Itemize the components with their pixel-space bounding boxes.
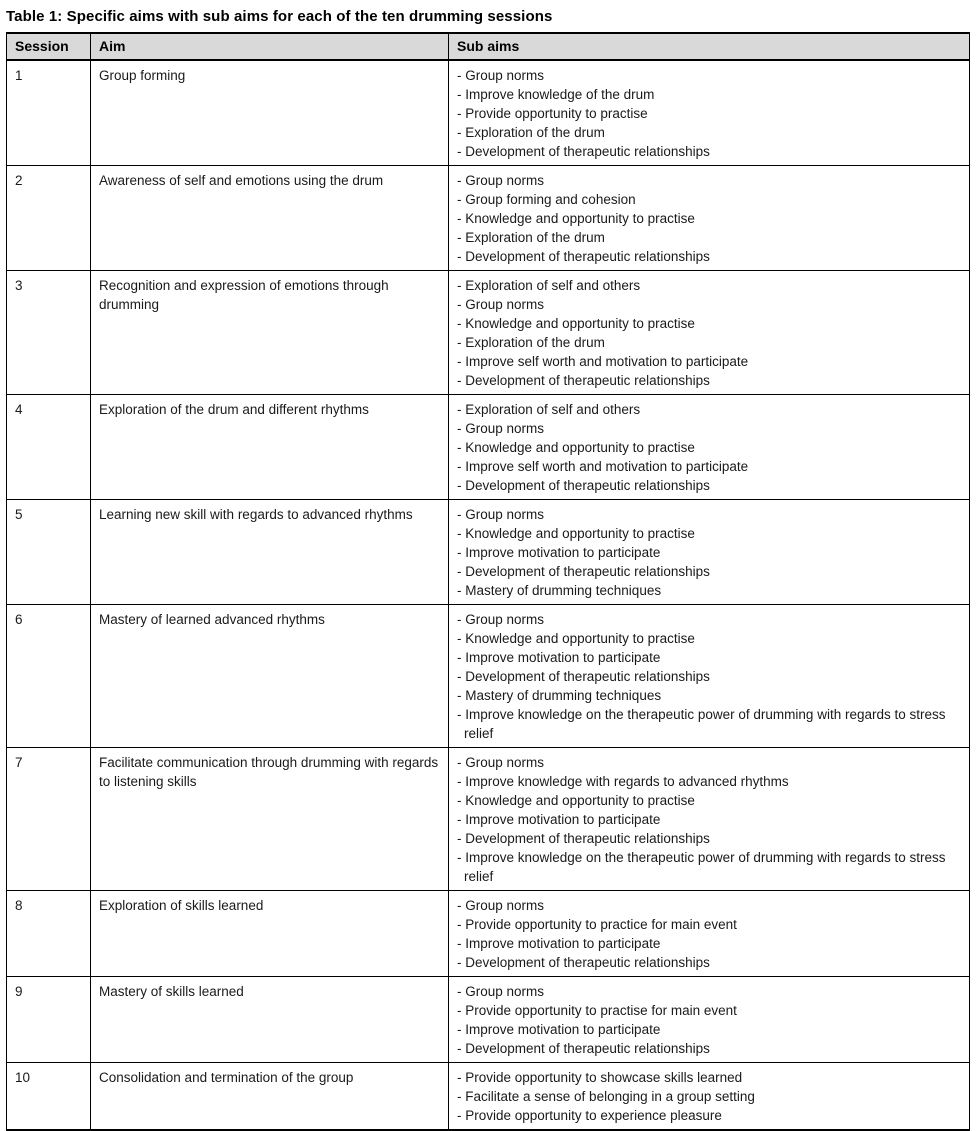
sub-aim-item: - Provide opportunity to practise [457, 106, 648, 121]
sub-aim-item: - Improve knowledge on the therapeutic power of drumming with regards to stress relief [457, 707, 946, 741]
aim-cell: Consolidation and termination of the group [91, 1063, 449, 1131]
sub-aims-cell [449, 891, 970, 977]
session-cell: 8 [7, 891, 91, 977]
sub-aim-item: - Development of therapeutic relationships [457, 831, 710, 846]
table-row [7, 60, 970, 166]
session-cell: 3 [7, 271, 91, 395]
table-row [7, 1063, 970, 1131]
header-row [7, 33, 970, 60]
sub-aim-item: - Knowledge and opportunity to practise [457, 631, 695, 646]
sub-aim-item: - Development of therapeutic relationships [457, 955, 710, 970]
header-cell-session: Session [7, 33, 91, 60]
sub-aim-item: - Knowledge and opportunity to practise [457, 211, 695, 226]
table-row [7, 500, 970, 605]
sub-aim-item: - Group norms [457, 755, 545, 770]
header-cell-sub-aims: Sub aims [449, 33, 970, 60]
sub-aim-item: - Exploration of the drum [457, 230, 605, 245]
sub-aims-cell [449, 166, 970, 271]
session-cell: 6 [7, 605, 91, 748]
aim-cell: Exploration of skills learned [91, 891, 449, 977]
aim-cell: Exploration of the drum and different rhythms [91, 395, 449, 500]
aims-table [6, 32, 970, 1131]
table-row [7, 891, 970, 977]
aim-cell: Group forming [91, 60, 449, 166]
sub-aim-item: - Improve motivation to participate [457, 812, 661, 827]
sub-aims-cell [449, 395, 970, 500]
sub-aim-item: - Group forming and cohesion [457, 192, 636, 207]
sub-aim-item: - Exploration of the drum [457, 335, 605, 350]
session-cell: 7 [7, 748, 91, 891]
sub-aim-item: - Development of therapeutic relationships [457, 478, 710, 493]
sub-aim-item: - Knowledge and opportunity to practise [457, 526, 695, 541]
sub-aim-item: - Improve self worth and motivation to participate [457, 459, 749, 474]
sub-aim-item: - Group norms [457, 984, 545, 999]
table-row [7, 605, 970, 748]
sub-aim-item: - Knowledge and opportunity to practise [457, 316, 695, 331]
aim-cell: Mastery of learned advanced rhythms [91, 605, 449, 748]
table-row [7, 977, 970, 1063]
sub-aim-item: - Improve self worth and motivation to participate [457, 354, 749, 369]
sub-aim-item: - Exploration of self and others [457, 402, 641, 417]
sub-aim-item: - Exploration of the drum [457, 125, 605, 140]
sub-aim-item: - Group norms [457, 173, 545, 188]
sub-aim-item: - Development of therapeutic relationships [457, 1041, 710, 1056]
sub-aims-cell [449, 500, 970, 605]
aim-cell: Recognition and expression of emotions through drumming [91, 271, 449, 395]
sub-aim-item: - Group norms [457, 297, 545, 312]
sub-aim-item: - Improve knowledge with regards to advanced rhythms [457, 774, 789, 789]
table-row [7, 748, 970, 891]
session-cell: 5 [7, 500, 91, 605]
sub-aims-cell [449, 748, 970, 891]
sub-aims-cell [449, 1063, 970, 1131]
sub-aim-item: - Development of therapeutic relationships [457, 373, 710, 388]
sub-aim-item: - Group norms [457, 421, 545, 436]
sub-aim-item: - Provide opportunity to practise for main event [457, 1003, 737, 1018]
sub-aim-item: - Group norms [457, 898, 545, 913]
sub-aim-item: - Group norms [457, 612, 545, 627]
sub-aim-item: - Development of therapeutic relationships [457, 564, 710, 579]
aim-cell: Facilitate communication through drumming with regards to listening skills [91, 748, 449, 891]
header-cell-aim: Aim [91, 33, 449, 60]
sub-aim-item: - Mastery of drumming techniques [457, 688, 662, 703]
sub-aim-item: - Improve motivation to participate [457, 650, 661, 665]
sub-aim-item: - Knowledge and opportunity to practise [457, 440, 695, 455]
sub-aim-item: - Development of therapeutic relationships [457, 249, 710, 264]
sub-aim-item: - Group norms [457, 68, 545, 83]
session-cell: 4 [7, 395, 91, 500]
sub-aims-cell [449, 605, 970, 748]
sub-aim-item: - Development of therapeutic relationships [457, 669, 710, 684]
sub-aims-cell [449, 977, 970, 1063]
table-row [7, 271, 970, 395]
sub-aim-item: - Improve knowledge on the therapeutic power of drumming with regards to stress relief [457, 850, 946, 884]
sub-aim-item: - Mastery of drumming techniques [457, 583, 662, 598]
sub-aim-item: - Knowledge and opportunity to practise [457, 793, 695, 808]
sub-aim-item: - Development of therapeutic relationships [457, 144, 710, 159]
sub-aim-item: - Provide opportunity to showcase skills learned [457, 1070, 743, 1085]
session-cell: 2 [7, 166, 91, 271]
sub-aim-item: - Improve motivation to participate [457, 1022, 661, 1037]
table-row [7, 395, 970, 500]
sub-aim-item: - Improve knowledge of the drum [457, 87, 655, 102]
sub-aim-item: - Exploration of self and others [457, 278, 641, 293]
sub-aims-cell [449, 271, 970, 395]
aim-cell: Learning new skill with regards to advanced rhythms [91, 500, 449, 605]
aim-cell: Awareness of self and emotions using the drum [91, 166, 449, 271]
sub-aim-item: - Improve motivation to participate [457, 936, 661, 951]
table-body [7, 60, 970, 1130]
sub-aim-item: - Group norms [457, 507, 545, 522]
session-cell: 9 [7, 977, 91, 1063]
sub-aim-item: - Provide opportunity to experience pleasure [457, 1108, 722, 1123]
sub-aim-item: - Improve motivation to participate [457, 545, 661, 560]
aim-cell: Mastery of skills learned [91, 977, 449, 1063]
session-cell: 10 [7, 1063, 91, 1131]
session-cell: 1 [7, 60, 91, 166]
table-title: Table 1: Specific aims with sub aims for each of the ten drumming sessions [6, 8, 553, 25]
table-row [7, 166, 970, 271]
sub-aim-item: - Facilitate a sense of belonging in a group setting [457, 1089, 755, 1104]
sub-aims-cell [449, 60, 970, 166]
sub-aim-item: - Provide opportunity to practice for main event [457, 917, 737, 932]
